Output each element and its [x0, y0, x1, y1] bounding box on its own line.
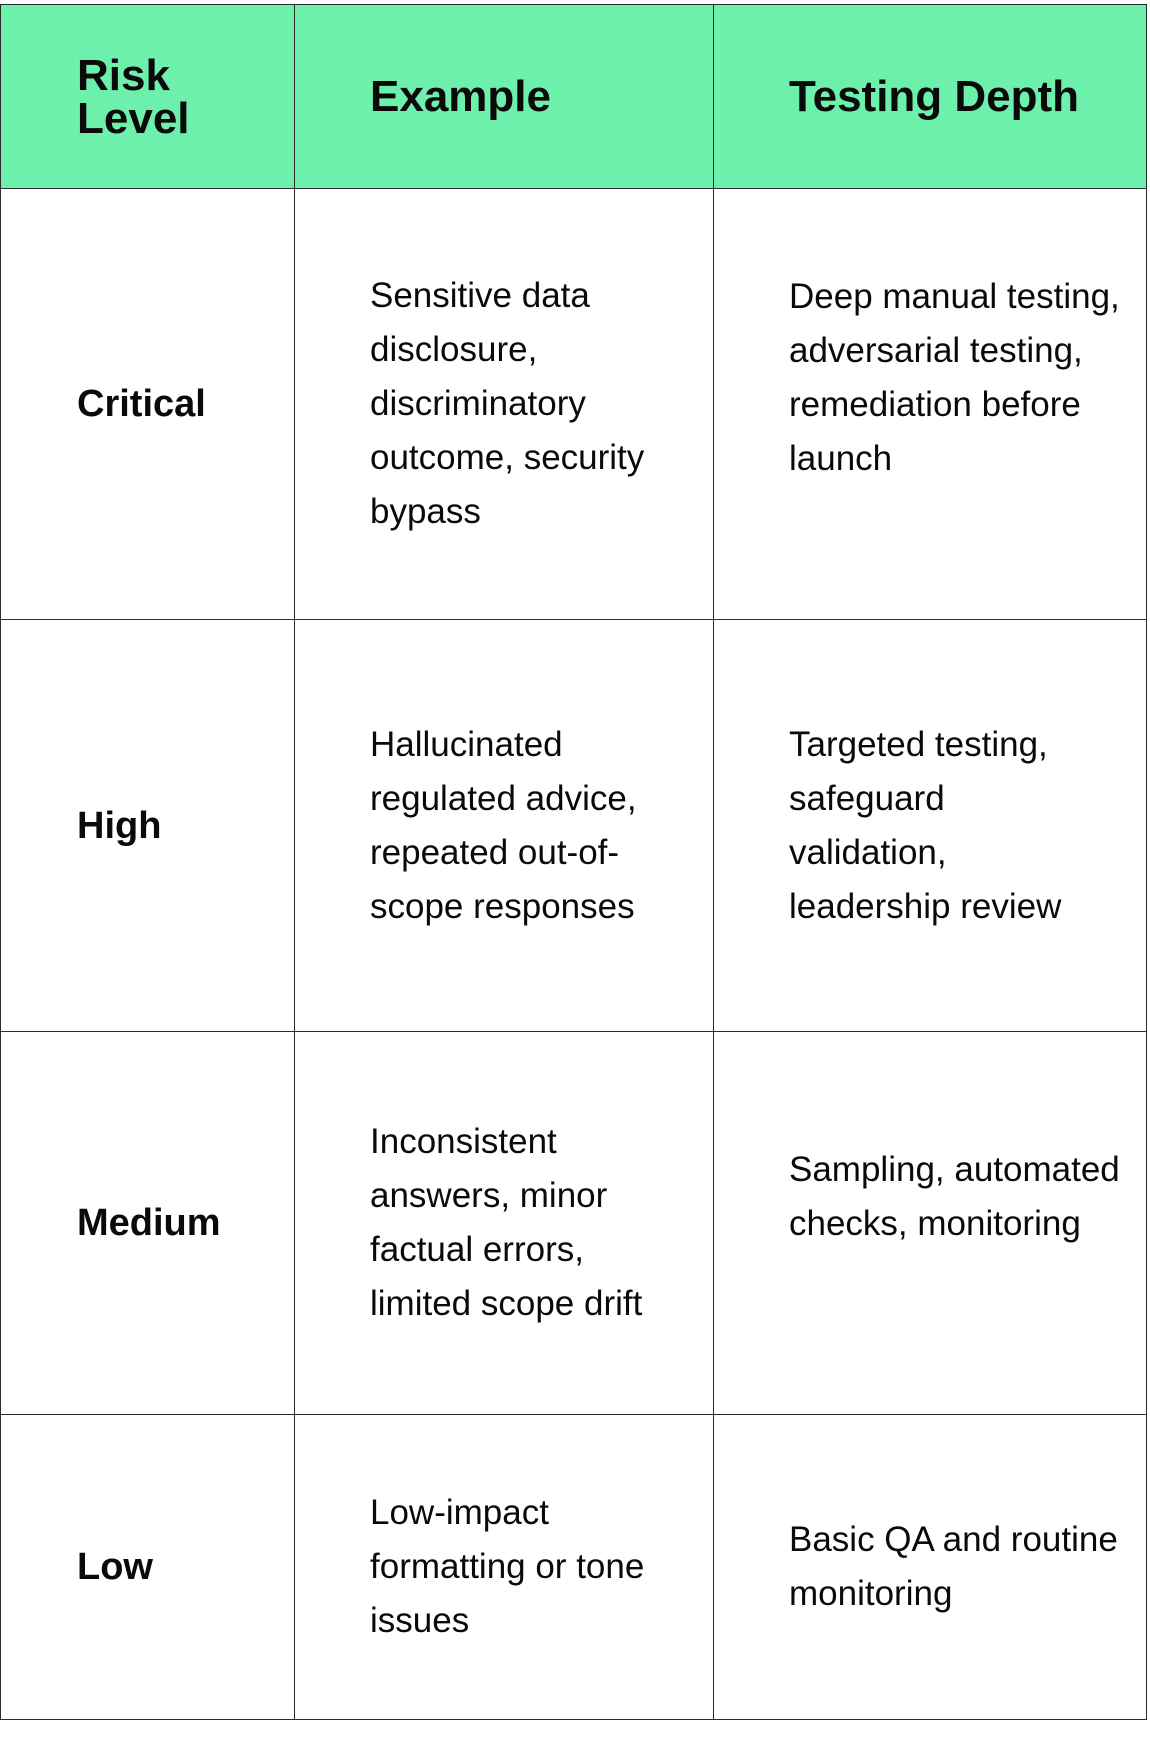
header-testing-depth	[714, 5, 1147, 189]
risk-level-cell	[1, 189, 295, 620]
example-cell	[295, 189, 714, 620]
risk-level-medium: Medium	[77, 1202, 221, 1245]
testing-depth-low: Basic QA and routine monitoring	[789, 1520, 1118, 1614]
header-example-label: Example	[370, 72, 551, 121]
risk-level-cell	[1, 620, 295, 1032]
table-row-medium	[1, 1032, 1147, 1415]
table-header	[1, 5, 1147, 189]
table-row-critical	[1, 189, 1147, 620]
testing-depth-cell	[714, 1415, 1147, 1720]
header-risk-level	[1, 5, 295, 189]
testing-depth-medium: Sampling, automated checks, monitoring	[789, 1150, 1120, 1244]
header-row	[1, 5, 1147, 189]
testing-depth-high: Targeted testing, safeguard validation, leadership review	[789, 724, 1062, 926]
risk-level-cell	[1, 1032, 295, 1415]
testing-depth-cell	[714, 189, 1147, 620]
header-risk-level-label: Risk Level	[77, 50, 190, 143]
example-low: Low-impact formatting or tone issues	[370, 1493, 645, 1641]
risk-level-high: High	[77, 804, 162, 847]
testing-depth-critical: Deep manual testing, adversarial testing, remediation before launch	[789, 277, 1120, 479]
table-row-low	[1, 1415, 1147, 1720]
risk-testing-table	[0, 4, 1147, 1720]
testing-depth-cell	[714, 1032, 1147, 1415]
example-cell	[295, 620, 714, 1032]
table-body	[1, 189, 1147, 1720]
header-example	[295, 5, 714, 189]
table-row-high	[1, 620, 1147, 1032]
testing-depth-cell	[714, 620, 1147, 1032]
risk-level-cell	[1, 1415, 295, 1720]
header-testing-depth-label: Testing Depth	[789, 72, 1080, 121]
example-cell	[295, 1032, 714, 1415]
example-high: Hallucinated regulated advice, repeated out-of-scope responses	[370, 724, 637, 926]
example-cell	[295, 1415, 714, 1720]
risk-level-critical: Critical	[77, 383, 206, 426]
example-critical: Sensitive data disclosure, discriminatory outcome, security bypass	[370, 276, 645, 532]
risk-level-low: Low	[77, 1546, 153, 1589]
example-medium: Inconsistent answers, minor factual errors, limited scope drift	[370, 1122, 643, 1324]
